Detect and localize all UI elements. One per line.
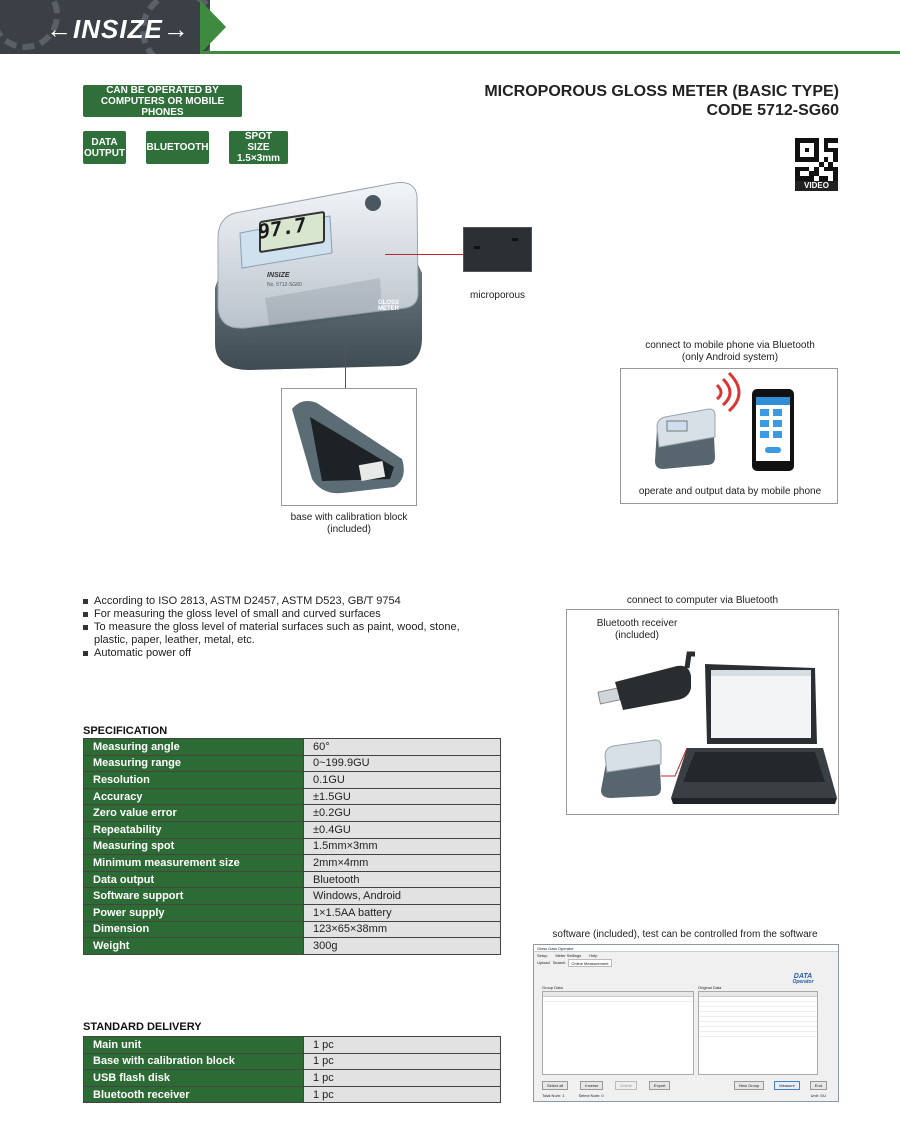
spec-value: 60° — [304, 739, 501, 756]
spec-label: Measuring spot — [84, 838, 304, 855]
header-banner — [0, 0, 210, 54]
tab-upload[interactable]: Upload — [537, 960, 550, 965]
qr-code-pattern — [795, 138, 838, 181]
delivery-table — [83, 1036, 501, 1103]
feature-item: To measure the gloss level of material surfaces such as paint, wood, stone, plastic, paper, leather, metal, etc. — [83, 621, 473, 647]
delivery-row — [84, 1086, 501, 1103]
insize-logo: ←INSIZE→ — [46, 14, 190, 44]
spec-row — [84, 871, 501, 888]
caption-receiver: Bluetooth receiver (included) — [596, 618, 678, 641]
qr-video-label: VIDEO — [795, 181, 838, 191]
delivery-label: Main unit — [84, 1037, 304, 1054]
spec-row — [84, 838, 501, 855]
tab-search[interactable]: Search — [552, 960, 566, 965]
spec-row — [84, 772, 501, 789]
delete-button[interactable]: Delete — [615, 1081, 637, 1090]
spec-row — [84, 739, 501, 756]
spec-table — [83, 738, 501, 955]
delivery-label: Bluetooth receiver — [84, 1086, 304, 1103]
callout-line-base — [345, 330, 346, 388]
gloss-meter-image — [210, 178, 440, 373]
spec-label: Software support — [84, 888, 304, 905]
feature-item: According to ISO 2813, ASTM D2457, ASTM D523, GB/T 9754 — [83, 595, 473, 608]
spec-row — [84, 805, 501, 822]
badge-spot-size: SPOT SIZE 1.5×3mm — [229, 131, 288, 164]
spec-value: 300g — [304, 938, 501, 955]
delivery-value: 1 pc — [304, 1086, 501, 1103]
spec-label: Repeatability — [84, 821, 304, 838]
spec-value: 2mm×4mm — [304, 855, 501, 872]
export-button[interactable]: Export — [649, 1081, 671, 1090]
header-arrow — [200, 0, 226, 54]
caption-microporous: microporous — [469, 290, 526, 301]
new-group-button[interactable]: New Group — [734, 1081, 764, 1090]
spec-label: Data output — [84, 871, 304, 888]
spec-label: Accuracy — [84, 788, 304, 805]
product-name: MICROPOROUS GLOSS METER (BASIC TYPE) — [484, 83, 839, 100]
qr-code[interactable] — [795, 138, 838, 191]
spec-row — [84, 921, 501, 938]
feature-item: Automatic power off — [83, 647, 473, 660]
spec-value: 0~199.9GU — [304, 755, 501, 772]
spec-value: Windows, Android — [304, 888, 501, 905]
spec-row — [84, 755, 501, 772]
software-right-buttons — [734, 1081, 827, 1090]
spec-row — [84, 938, 501, 955]
software-window — [533, 944, 839, 1102]
spec-row — [84, 855, 501, 872]
spec-value: 123×65×38mm — [304, 921, 501, 938]
spec-value: ±0.4GU — [304, 821, 501, 838]
menu-meter-settings[interactable]: Meter Settings — [555, 953, 582, 958]
spec-value: 1.5mm×3mm — [304, 838, 501, 855]
badge-bluetooth: BLUETOOTH — [146, 131, 209, 164]
delivery-value: 1 pc — [304, 1037, 501, 1054]
header-rule — [200, 51, 900, 54]
spec-value: Bluetooth — [304, 871, 501, 888]
spec-value: 1×1.5AA battery — [304, 904, 501, 921]
computer-connection-drawing — [567, 648, 839, 813]
software-titlebar: Gloss Data Operator — [534, 945, 838, 952]
spec-row — [84, 788, 501, 805]
delivery-label: USB flash disk — [84, 1070, 304, 1087]
device-model: No. 5712-SG60 — [267, 282, 302, 288]
delivery-row — [84, 1070, 501, 1087]
base-image — [281, 388, 417, 506]
spec-label: Weight — [84, 938, 304, 955]
total-num: Total Num: 1 — [542, 1093, 565, 1098]
device-display: 97.7 — [258, 212, 307, 244]
spec-label: Resolution — [84, 772, 304, 789]
spec-value: ±0.2GU — [304, 805, 501, 822]
spec-row — [84, 904, 501, 921]
caption-software: software (included), test can be controlled from the software — [552, 929, 818, 940]
software-left-buttons — [542, 1081, 670, 1090]
spec-label: Measuring range — [84, 755, 304, 772]
delivery-row — [84, 1053, 501, 1070]
spec-value: ±1.5GU — [304, 788, 501, 805]
menu-setup[interactable]: Setup — [537, 953, 548, 958]
device-side-label: GLOSS METER — [378, 300, 400, 312]
caption-base: base with calibration block (included) — [290, 512, 408, 535]
delivery-value: 1 pc — [304, 1070, 501, 1087]
spec-label: Zero value error — [84, 805, 304, 822]
microporous-image — [463, 227, 532, 272]
caption-computer-top: connect to computer via Bluetooth — [626, 595, 779, 606]
data-operator-logo: DATA Operator — [792, 973, 814, 985]
delivery-value: 1 pc — [304, 1053, 501, 1070]
inverse-button[interactable]: Inverse — [580, 1081, 603, 1090]
mobile-connection-image — [620, 368, 838, 504]
device-brand: INSIZE — [267, 272, 290, 279]
delivery-title: STANDARD DELIVERY — [83, 1021, 202, 1033]
menu-help[interactable]: Help — [589, 953, 598, 958]
spec-row — [84, 888, 501, 905]
qr-module — [833, 176, 838, 181]
group-data-label: Group Data — [542, 985, 563, 990]
software-status — [542, 1093, 604, 1098]
end-button[interactable]: End — [810, 1081, 827, 1090]
product-code: CODE 5712-SG60 — [706, 102, 839, 119]
spec-label: Minimum measurement size — [84, 855, 304, 872]
callout-line-microporous — [385, 254, 463, 255]
select-all-button[interactable]: Select all — [542, 1081, 568, 1090]
spec-row — [84, 821, 501, 838]
original-data-grid[interactable] — [698, 991, 818, 1075]
mobile-connection-drawing — [621, 369, 837, 479]
software-menu — [534, 952, 838, 959]
feature-list — [83, 595, 473, 660]
delivery-row — [84, 1037, 501, 1054]
caption-mobile-bottom: operate and output data by mobile phone — [638, 486, 822, 497]
badge-data-output: DATA OUTPUT — [83, 131, 126, 164]
delivery-label: Base with calibration block — [84, 1053, 304, 1070]
caption-mobile-top: connect to mobile phone via Bluetooth (only Android system) — [645, 340, 815, 363]
spec-label: Measuring angle — [84, 739, 304, 756]
measure-button[interactable]: Measure — [774, 1081, 800, 1090]
product-title — [484, 82, 839, 120]
computer-connection-image — [566, 609, 839, 815]
original-data-label: Original Data — [698, 985, 722, 990]
software-tabs — [534, 959, 838, 967]
feature-item: For measuring the gloss level of small and curved surfaces — [83, 608, 473, 621]
spec-label: Power supply — [84, 904, 304, 921]
select-num: Select Num: 0 — [578, 1093, 604, 1098]
badge-operated: CAN BE OPERATED BY COMPUTERS OR MOBILE PHONES — [83, 85, 242, 117]
calibration-base-drawing — [282, 389, 416, 505]
spec-value: 0.1GU — [304, 772, 501, 789]
tab-online-measurement[interactable]: Online Measurement — [568, 959, 611, 967]
spec-title: SPECIFICATION — [83, 725, 168, 737]
spec-label: Dimension — [84, 921, 304, 938]
unit-label: Unit: GU — [810, 1093, 826, 1098]
group-data-grid[interactable] — [542, 991, 694, 1075]
